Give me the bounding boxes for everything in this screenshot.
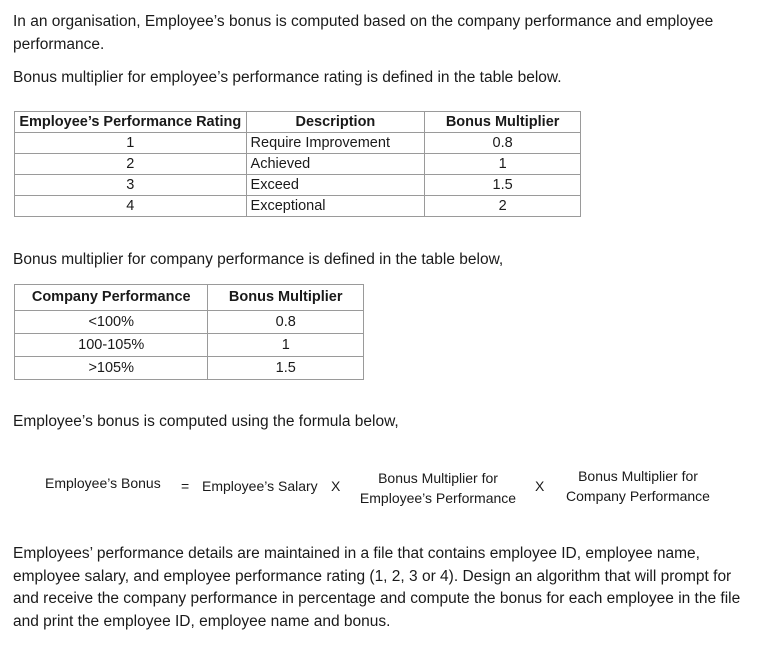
multiplier-cell: 1.5 <box>208 357 364 380</box>
intro-paragraph: In an organisation, Employee’s bonus is computed based on the company performance and employee performance. <box>13 13 714 53</box>
header-bonus-multiplier: Bonus Multiplier <box>425 112 581 133</box>
formula-salary: Employee’s Salary <box>202 478 318 494</box>
table-row <box>15 175 581 196</box>
table-row <box>15 196 581 217</box>
description-cell: Exceed <box>246 175 425 196</box>
rating-cell: 1 <box>15 133 247 154</box>
rating-table-intro: Bonus multiplier for employee’s performance rating is defined in the table below. <box>13 69 562 86</box>
task-paragraph: Employees’ performance details are maintained in a file that contains employee ID, employee name, employee salary, and employee performance rating (1, 2, 3 or 4). Design an algorithm that will prompt for and receive the company performance in percentage and compute the bonus for each employee in the file and print the employee ID, employee name and bonus. <box>13 545 741 630</box>
formula-employee-multiplier <box>356 468 520 508</box>
formula-company-multiplier-line2: Company Performance <box>566 488 710 504</box>
rating-cell: 2 <box>15 154 247 175</box>
description-cell: Require Improvement <box>246 133 425 154</box>
formula-times: X <box>535 478 545 494</box>
table-row <box>15 311 364 334</box>
table-row <box>15 357 364 380</box>
rating-cell: 4 <box>15 196 247 217</box>
rating-cell: 3 <box>15 175 247 196</box>
header-company-performance: Company Performance <box>15 285 208 311</box>
table-header-row <box>15 285 364 311</box>
description-cell: Exceptional <box>246 196 425 217</box>
performance-rating-table <box>14 111 581 217</box>
performance-cell: 100-105% <box>15 334 208 357</box>
table-row <box>15 133 581 154</box>
description-cell: Achieved <box>246 154 425 175</box>
multiplier-cell: 1.5 <box>425 175 581 196</box>
header-description: Description <box>246 112 425 133</box>
multiplier-cell: 0.8 <box>208 311 364 334</box>
formula-employee-multiplier-line1: Bonus Multiplier for <box>378 470 498 486</box>
table-row <box>15 154 581 175</box>
multiplier-cell: 1 <box>425 154 581 175</box>
multiplier-cell: 2 <box>425 196 581 217</box>
performance-cell: >105% <box>15 357 208 380</box>
performance-cell: <100% <box>15 311 208 334</box>
formula-intro: Employee’s bonus is computed using the formula below, <box>13 413 399 430</box>
multiplier-cell: 1 <box>208 334 364 357</box>
formula-employee-multiplier-line2: Employee’s Performance <box>359 490 517 506</box>
multiplier-cell: 0.8 <box>425 133 581 154</box>
formula-times: X <box>331 478 341 494</box>
company-performance-table <box>14 284 364 380</box>
formula-company-multiplier <box>562 466 714 506</box>
formula-lhs: Employee’s Bonus <box>45 475 161 491</box>
header-bonus-multiplier: Bonus Multiplier <box>208 285 364 311</box>
formula-equals: = <box>181 478 190 494</box>
table-header-row <box>15 112 581 133</box>
formula-company-multiplier-line1: Bonus Multiplier for <box>578 468 698 484</box>
header-rating: Employee’s Performance Rating <box>15 112 247 133</box>
table-row <box>15 334 364 357</box>
company-table-intro: Bonus multiplier for company performance is defined in the table below, <box>13 251 504 268</box>
